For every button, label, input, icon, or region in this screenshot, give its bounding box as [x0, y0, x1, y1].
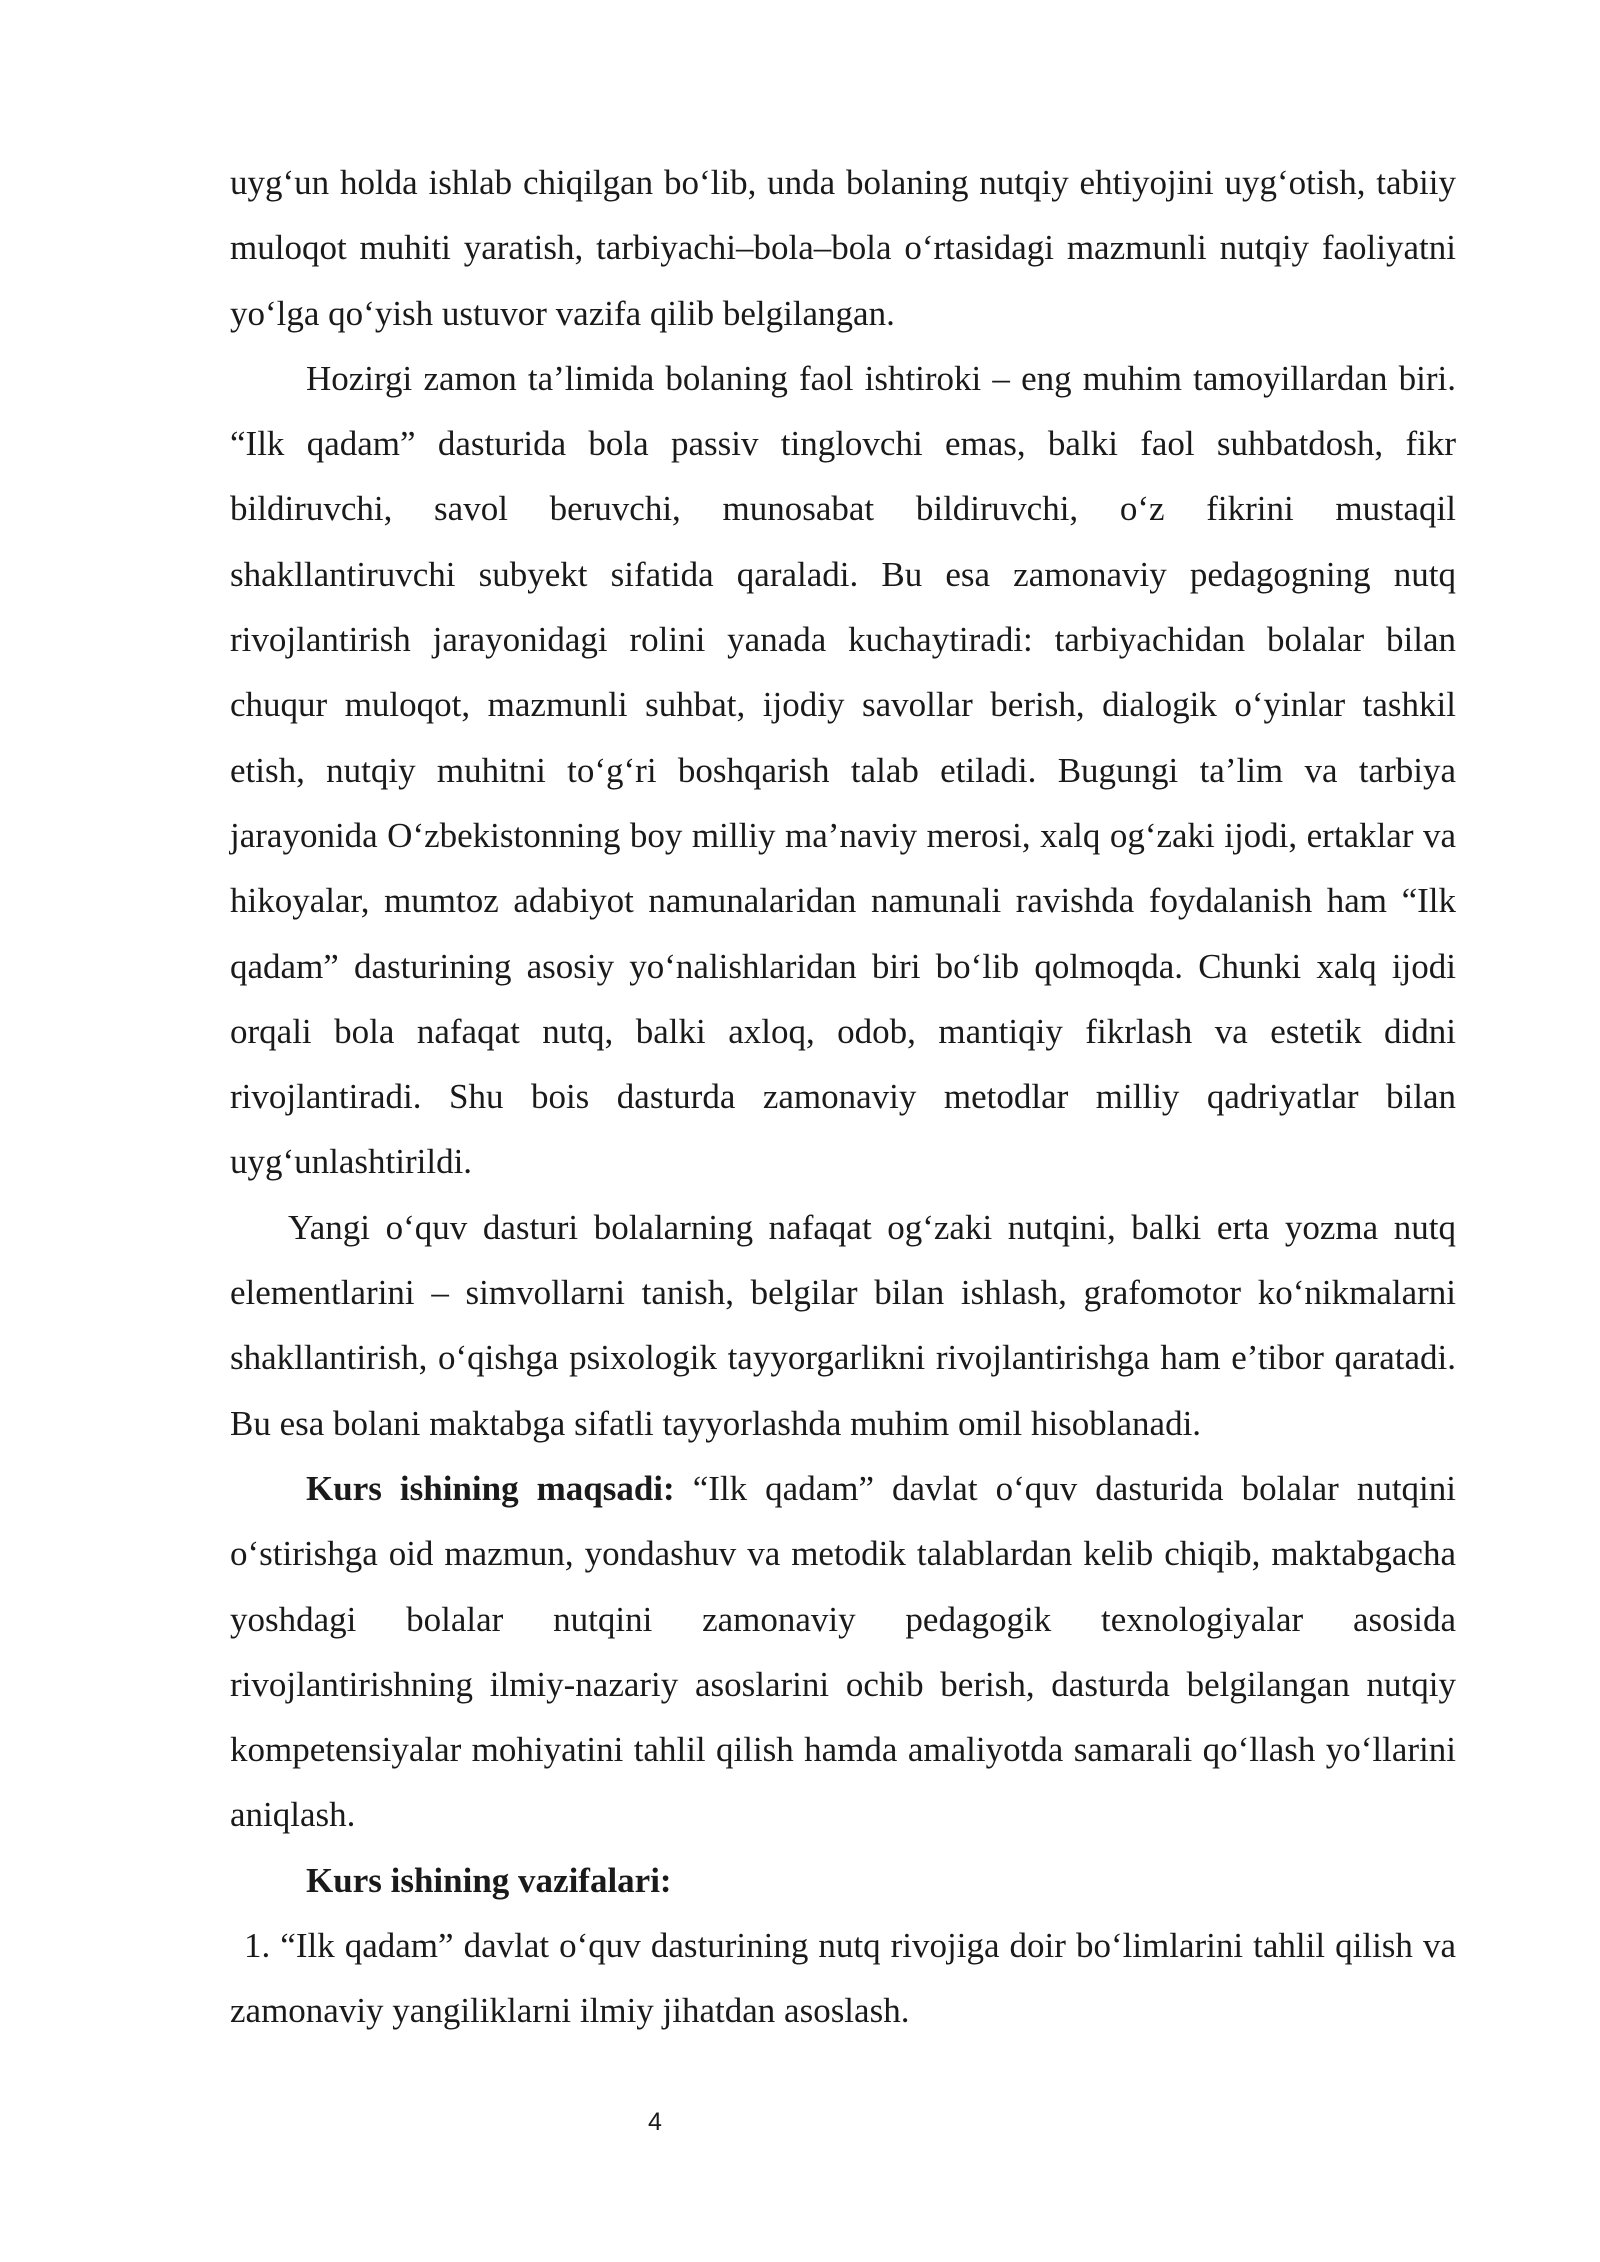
paragraph-course-goal — [230, 1456, 1456, 1848]
paragraph-intro-continuation: uyg‘un holda ishlab chiqilgan bo‘lib, unda bolaning nutqiy ehtiyojini uyg‘otish, tabiiy muloqot muhiti yaratish, tarbiyachi–bola–bola o‘rtasidagi mazmunli nutqiy faoliyatni yo‘lga qo‘yish ustuvor vazifa qilib belgilangan. — [230, 163, 1456, 333]
page-number: 4 — [648, 2108, 662, 2136]
course-goal-label: Kurs ishining maqsadi: — [306, 1468, 675, 1508]
task-list-item: 1. “Ilk qadam” davlat o‘quv dasturining nutq rivojiga doir bo‘limlarini tahlil qilish va zamonaviy yangiliklarni ilmiy jihatdan asoslash. — [230, 1926, 1456, 2031]
course-goal-text: “Ilk qadam” davlat o‘quv dasturida bolalar nutqini o‘stirishga oid mazmun, yondashuv va metodik talablardan kelib chiqib, maktabgacha yoshdagi bolalar nutqini zamonaviy pedagogik texnologiyalar asosida rivojlantirishning ilmiy-nazariy asoslarini ochib berish, dasturda belgilangan nutqiy kompetensiyalar mohiyatini tahlil qilish hamda amaliyotda samarali qo‘llash yo‘llarini aniqlash. — [230, 1468, 1456, 1835]
paragraph-active-participation: Hozirgi zamon ta’limida bolaning faol ishtiroki – eng muhim tamoyillardan biri. “Ilk qadam” dasturida bola passiv tinglovchi emas, balki faol suhbatdosh, fikr bildiruvchi, savol beruvchi, munosabat bildiruvchi, o‘z fikrini mustaqil shakllantiruvchi subyekt sifatida qaraladi. Bu esa zamonaviy pedagogning nutq rivojlantirish jarayonidagi rolini yanada kuchaytiradi: tarbiyachidan bolalar bilan chuqur muloqot, mazmunli suhbat, ijodiy savollar berish, dialogik o‘yinlar tashkil etish, nutqiy muhitni to‘g‘ri boshqarish talab etiladi. Bugungi ta’lim va tarbiya jarayonida O‘zbekistonning boy milliy ma’naviy merosi, xalq og‘zaki ijodi, ertaklar va hikoyalar, mumtoz adabiyot namunalaridan namunali ravishda foydalanish ham “Ilk qadam” dasturining asosiy yo‘nalishlaridan biri bo‘lib qolmoqda. Chunki xalq ijodi orqali bola nafaqat nutq, balki axloq, odob, mantiqiy fikrlash va estetik didni rivojlantiradi. Shu bois dasturda zamonaviy metodlar milliy qadriyatlar bilan uyg‘unlashtirildi. — [230, 358, 1456, 1182]
paragraph-new-curriculum: Yangi o‘quv dasturi bolalarning nafaqat og‘zaki nutqini, balki erta yozma nutq elementlarini – simvollarni tanish, belgilar bilan ishlash, grafomotor ko‘nikmalarni shakllantirish, o‘qishga psixologik tayyorgarlikni rivojlantirishga ham e’tibor qaratadi. Bu esa bolani maktabga sifatli tayyorlashda muhim omil hisoblanadi. — [230, 1207, 1456, 1443]
course-tasks-heading: Kurs ishining vazifalari: — [306, 1860, 672, 1900]
page-body — [230, 150, 1456, 2044]
